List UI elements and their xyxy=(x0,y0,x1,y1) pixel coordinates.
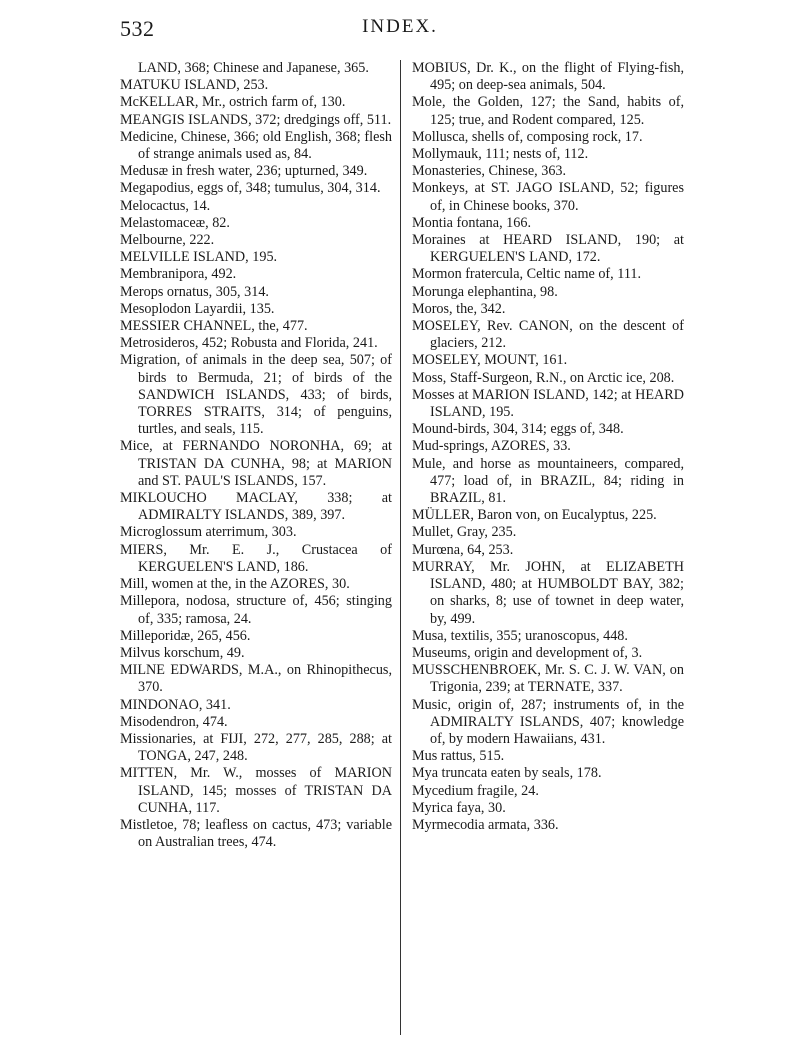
page-header xyxy=(0,16,800,46)
index-entry: Mice, at FERNANDO NORONHA, 69; at TRISTAN DA CUNHA, 98; at MARION and ST. PAUL'S ISLANDS, 157. xyxy=(120,438,392,489)
index-entry: MURRAY, Mr. JOHN, at ELIZABETH ISLAND, 480; at HUMBOLDT BAY, 382; on sharks, 8; use of townet in deep water, by, 499. xyxy=(412,558,684,627)
index-entry: Melastomaceæ, 82. xyxy=(120,214,230,231)
index-entry: Melocactus, 14. xyxy=(120,197,211,214)
index-entry: Medicine, Chinese, 366; old English, 368; flesh of strange animals used as, 84. xyxy=(120,128,392,163)
index-entry: Mya truncata eaten by seals, 178. xyxy=(412,765,602,782)
index-entry: Mus rattus, 515. xyxy=(412,748,505,765)
index-entry: Mound-birds, 304, 314; eggs of, 348. xyxy=(412,421,624,438)
index-entry: Moss, Staff-Surgeon, R.N., on Arctic ice, 208. xyxy=(412,369,675,386)
index-entry: MITTEN, Mr. W., mosses of MARION ISLAND, 145; mosses of TRISTAN DA CUNHA, 117. xyxy=(120,765,392,816)
index-entry: MOBIUS, Dr. K., on the flight of Flying-fish, 495; on deep-sea animals, 504. xyxy=(412,60,684,94)
index-entry: Migration, of animals in the deep sea, 507; of birds to Bermuda, 21; of birds of the SANDWICH ISLANDS, 433; of birds, TORRES STRAITS, 314; of penguins, turtles, and seals, 115. xyxy=(120,352,392,438)
index-column-right xyxy=(412,60,684,834)
index-entry: Membranipora, 492. xyxy=(120,266,237,283)
index-entry: Mole, the Golden, 127; the Sand, habits of, 125; true, and Rodent compared, 125. xyxy=(412,94,684,128)
index-entry: MIERS, Mr. E. J., Crustacea of KERGUELEN'S LAND, 186. xyxy=(120,541,392,575)
index-entry: MESSIER CHANNEL, the, 477. xyxy=(120,318,308,335)
index-entry: Mule, and horse as mountaineers, compared, 477; load of, in BRAZIL, 84; riding in BRAZIL, 81. xyxy=(412,455,684,507)
index-entry: Musa, textilis, 355; uranoscopus, 448. xyxy=(412,627,628,644)
index-entry: Merops ornatus, 305, 314. xyxy=(120,283,269,300)
index-entry: LAND, 368; Chinese and Japanese, 365. xyxy=(138,60,369,76)
index-entry: Melbourne, 222. xyxy=(120,232,215,249)
index-entry: MOSELEY, Rev. CANON, on the descent of glaciers, 212. xyxy=(412,318,684,352)
index-entry: MUSSCHENBROEK, Mr. S. C. J. W. VAN, on Trigonia, 239; at TERNATE, 337. xyxy=(412,662,684,696)
index-entry: Mollusca, shells of, composing rock, 17. xyxy=(412,128,643,145)
index-entry: Mesoplodon Layardii, 135. xyxy=(120,300,275,317)
index-column-left xyxy=(120,60,392,851)
index-entry: Misodendron, 474. xyxy=(120,713,228,730)
index-entry: Missionaries, at FIJI, 272, 277, 285, 288; at TONGA, 247, 248. xyxy=(120,730,392,765)
column-divider xyxy=(400,60,401,1035)
index-entry: Mistletoe, 78; leafless on cactus, 473; variable on Australian trees, 474. xyxy=(120,816,392,851)
index-entry: Milvus korschum, 49. xyxy=(120,644,245,661)
index-entry: Millepora, nodosa, structure of, 456; stinging of, 335; ramosa, 24. xyxy=(120,593,392,627)
index-entry: Megapodius, eggs of, 348; tumulus, 304, 314. xyxy=(120,180,381,197)
index-entry: Mud-springs, AZORES, 33. xyxy=(412,438,571,455)
page-number: 532 xyxy=(120,16,155,41)
index-entry: Monasteries, Chinese, 363. xyxy=(412,163,567,180)
index-entry: Moros, the, 342. xyxy=(412,300,506,317)
index-entry: Myrmecodia armata, 336. xyxy=(412,816,559,833)
index-entry: Mill, women at the, in the AZORES, 30. xyxy=(120,576,350,593)
index-entry: MIKLOUCHO MACLAY, 338; at ADMIRALTY ISLANDS, 389, 397. xyxy=(120,490,392,524)
index-entry: Moraines at HEARD ISLAND, 190; at KERGUELEN'S LAND, 172. xyxy=(412,232,684,266)
index-entry: Myrica faya, 30. xyxy=(412,799,506,816)
index-entry: Montia fontana, 166. xyxy=(412,214,531,231)
index-entry: Microglossum aterrimum, 303. xyxy=(120,524,297,541)
index-entry: Mormon fratercula, Celtic name of, 111. xyxy=(412,266,642,283)
index-entry: MOSELEY, MOUNT, 161. xyxy=(412,352,568,369)
index-entry: Morunga elephantina, 98. xyxy=(412,283,558,300)
index-entry: Murœna, 64, 253. xyxy=(412,541,514,558)
index-entry: Monkeys, at ST. JAGO ISLAND, 52; figures of, in Chinese books, 370. xyxy=(412,180,684,214)
index-entry: Medusæ in fresh water, 236; upturned, 349. xyxy=(120,163,368,180)
index-entry: Mullet, Gray, 235. xyxy=(412,524,517,541)
index-entry: Mycedium fragile, 24. xyxy=(412,782,539,799)
index-entry: Mollymauk, 111; nests of, 112. xyxy=(412,146,589,163)
index-entry: McKELLAR, Mr., ostrich farm of, 130. xyxy=(120,94,346,111)
index-entry: MELVILLE ISLAND, 195. xyxy=(120,249,278,266)
index-entry: Museums, origin and development of, 3. xyxy=(412,644,643,661)
index-entry: MÜLLER, Baron von, on Eucalyptus, 225. xyxy=(412,507,657,524)
index-entry: Music, origin of, 287; instruments of, in the ADMIRALTY ISLANDS, 407; knowledge of, by modern Hawaiians, 431. xyxy=(412,696,684,747)
index-entry: MEANGIS ISLANDS, 372; dredgings off, 511. xyxy=(120,111,392,128)
index-entry: Milleporidæ, 265, 456. xyxy=(120,627,251,644)
page-title: INDEX. xyxy=(362,16,438,37)
index-entry: MILNE EDWARDS, M.A., on Rhinopithecus, 370. xyxy=(120,662,392,696)
index-entry: Mosses at MARION ISLAND, 142; at HEARD ISLAND, 195. xyxy=(412,386,684,421)
index-entry: Metrosideros, 452; Robusta and Florida, 241. xyxy=(120,335,378,352)
index-entry: MINDONAO, 341. xyxy=(120,696,231,713)
index-entry: MATUKU ISLAND, 253. xyxy=(120,77,269,94)
